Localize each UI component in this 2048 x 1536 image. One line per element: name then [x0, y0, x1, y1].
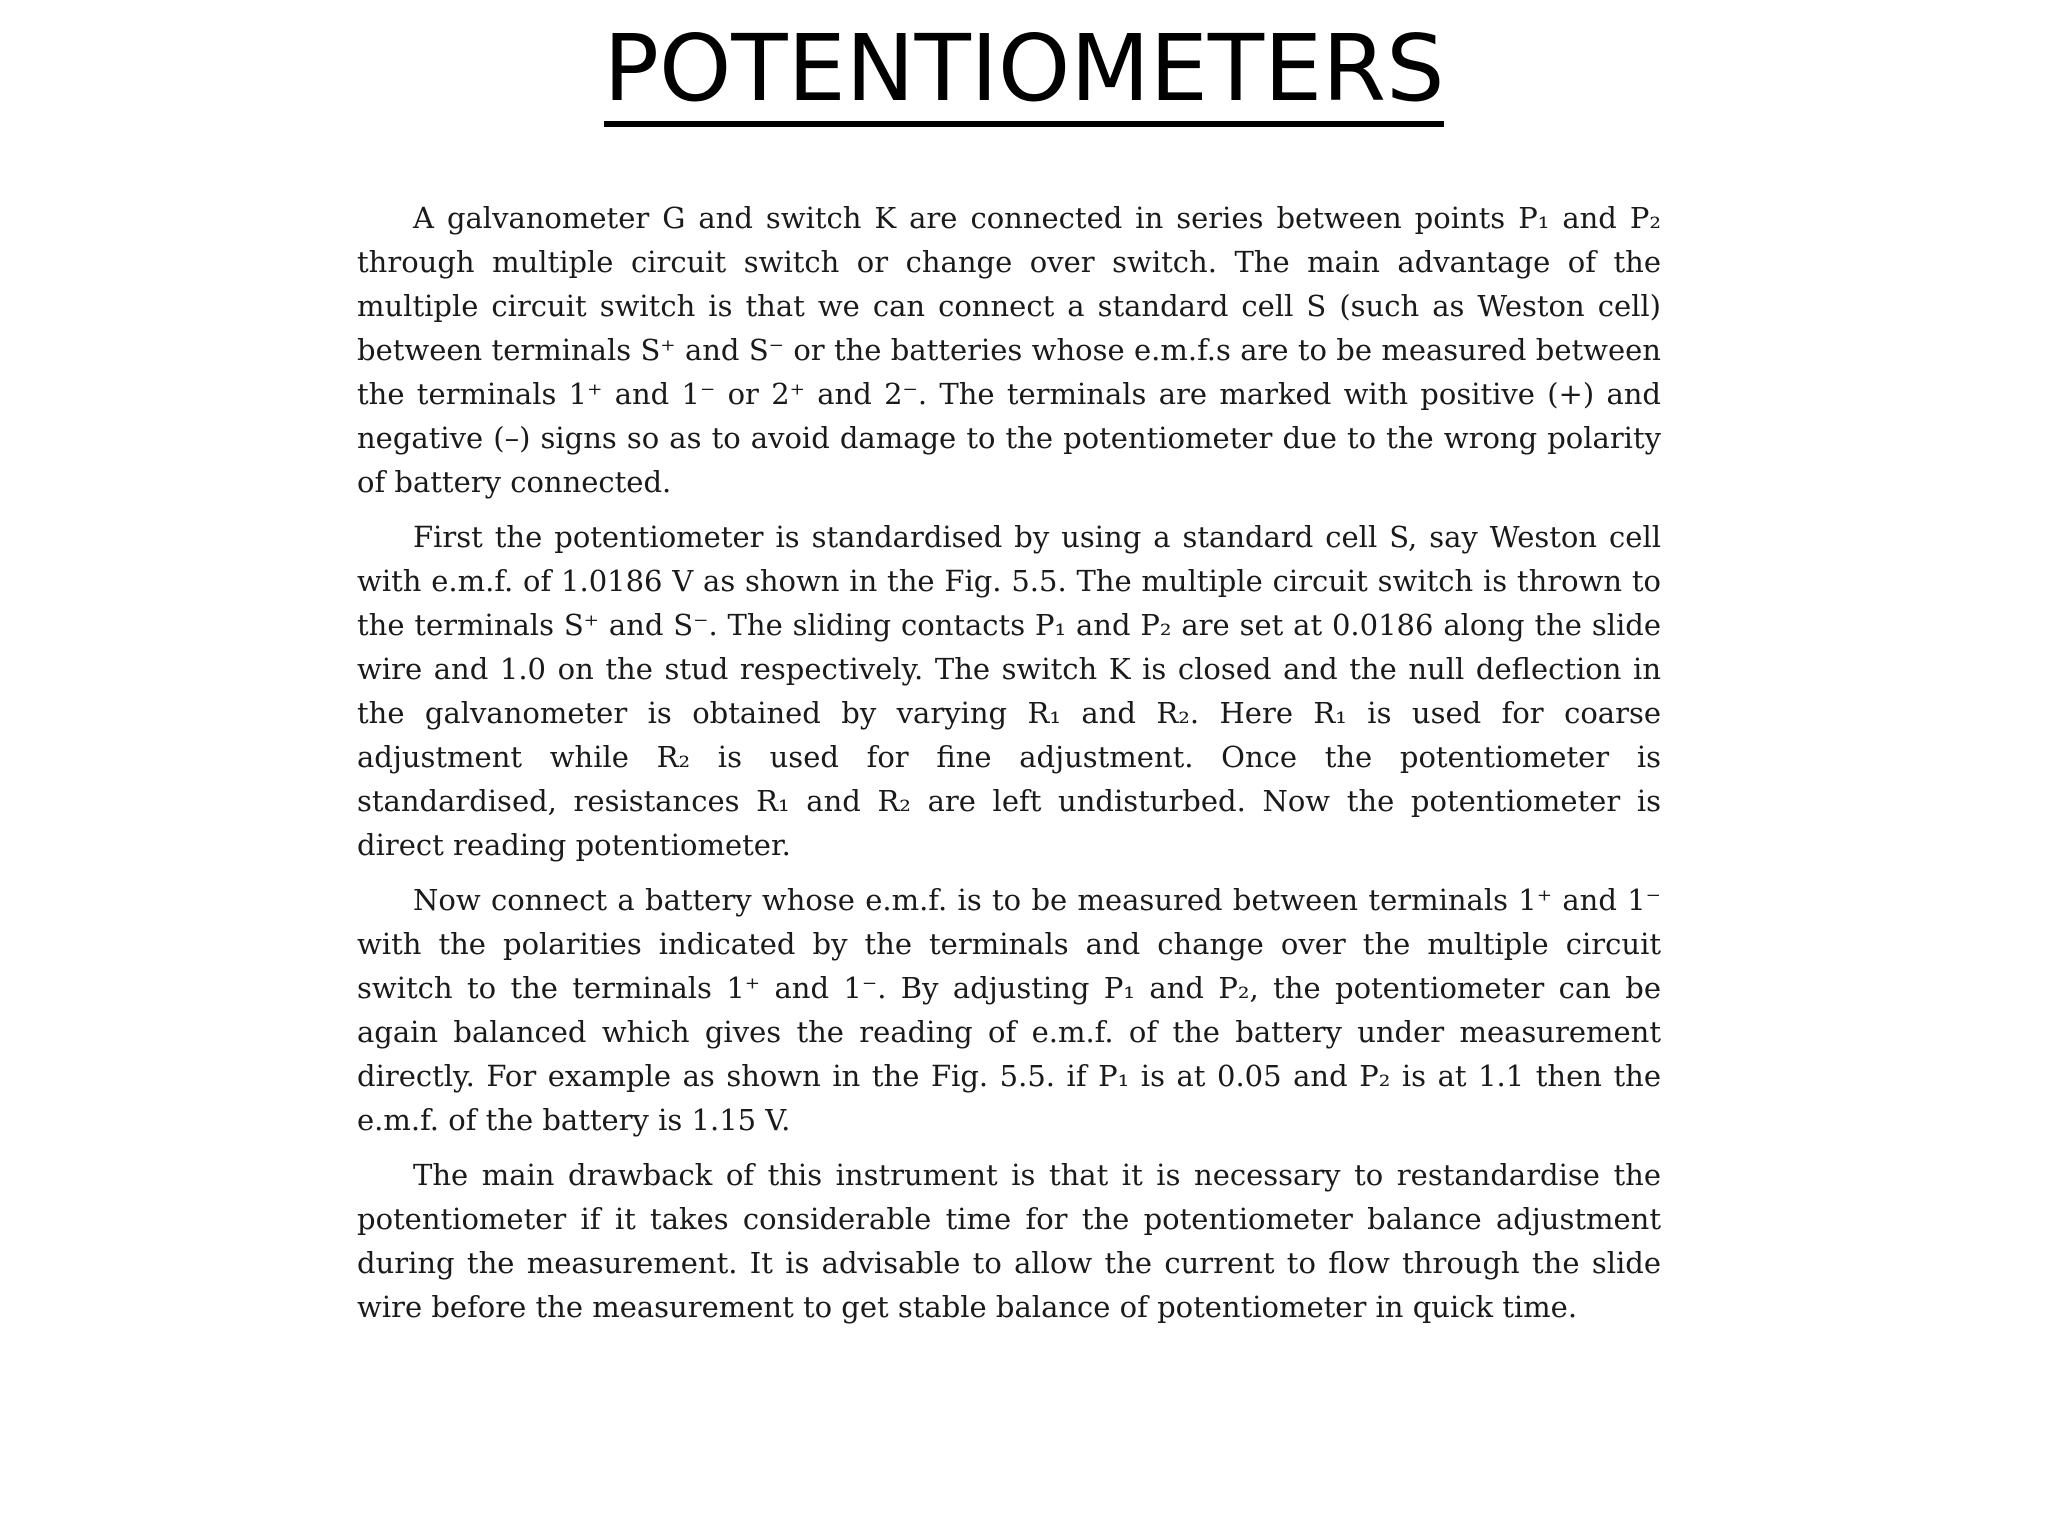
paragraph-2: First the potentiometer is standardised by using a standard cell S, say Weston cell with e.m.f. of 1.0186 V as shown in the Fig. 5.5. The multiple circuit switch is thrown to the terminals S⁺ and S⁻. The sliding contacts P₁ and P₂ are set at 0.0186 along the slide wire and 1.0 on the stud respectively. The switch K is closed and the null deflection in the galvanometer is obtained by varying R₁ and R₂. Here R₁ is used for coarse adjustment while R₂ is used for fine adjustment. Once the potentiometer is standardised, resistances R₁ and R₂ are left undisturbed. Now the potentiometer is direct reading potentiometer.	[357, 520, 1661, 862]
page-title	[0, 14, 2048, 127]
paragraph-3: Now connect a battery whose e.m.f. is to be measured between terminals 1⁺ and 1⁻ with the polarities indicated by the terminals and change over the multiple circuit switch to the terminals 1⁺ and 1⁻. By adjusting P₁ and P₂, the potentiometer can be again balanced which gives the reading of e.m.f. of the battery under measurement directly. For example as shown in the Fig. 5.5. if P₁ is at 0.05 and P₂ is at 1.1 then the e.m.f. of the battery is 1.15 V.	[357, 883, 1661, 1137]
paragraph-4: The main drawback of this instrument is that it is necessary to restandardise the potentiometer if it takes considerable time for the potentiometer balance adjustment during the measurement. It is advisable to allow the current to flow through the slide wire before the measurement to get stable balance of potentiometer in quick time.	[357, 1158, 1661, 1324]
page-title-text: POTENTIOMETERS	[604, 17, 1445, 127]
paragraph-1: A galvanometer G and switch K are connected in series between points P₁ and P₂ through multiple circuit switch or change over switch. The main advantage of the multiple circuit switch is that we can connect a standard cell S (such as Weston cell) between terminals S⁺ and S⁻ or the batteries whose e.m.f.s are to be measured between the terminals 1⁺ and 1⁻ or 2⁺ and 2⁻. The terminals are marked with positive (+) and negative (–) signs so as to avoid damage to the potentiometer due to the wrong polarity of battery connected.	[357, 201, 1661, 499]
body-text	[357, 196, 1661, 1329]
